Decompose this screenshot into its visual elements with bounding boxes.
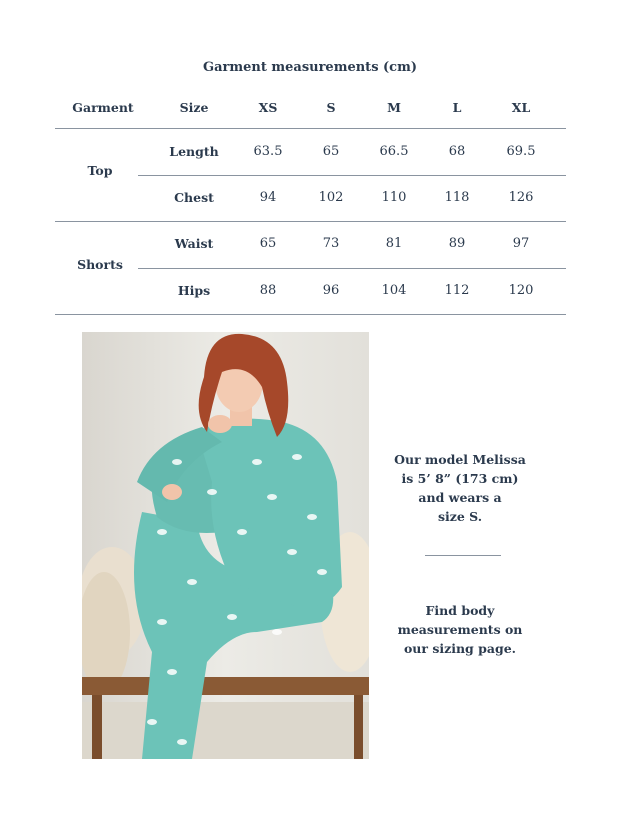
cell-length-xs: 63.5 <box>253 144 283 159</box>
header-rule <box>55 128 566 129</box>
row-measure-length: Length <box>169 144 219 159</box>
header-size-l: L <box>452 100 462 115</box>
cell-chest-m: 110 <box>381 190 407 205</box>
cell-hips-s: 96 <box>322 283 340 298</box>
cell-chest-xs: 94 <box>259 190 277 205</box>
cell-length-l: 68 <box>448 144 466 159</box>
cell-length-s: 65 <box>322 144 340 159</box>
group-label-top: Top <box>87 163 113 178</box>
table-bottom-rule <box>55 314 566 315</box>
row-measure-waist: Waist <box>174 236 214 251</box>
row-measure-chest: Chest <box>174 190 214 205</box>
row-measure-hips: Hips <box>177 283 211 298</box>
note-divider <box>425 555 501 556</box>
cell-hips-l: 112 <box>444 283 470 298</box>
cell-waist-xl: 97 <box>512 236 530 251</box>
cell-chest-xl: 126 <box>508 190 534 205</box>
cell-chest-l: 118 <box>444 190 470 205</box>
header-size-s: S <box>326 100 336 115</box>
cell-waist-s: 73 <box>322 236 340 251</box>
model-illustration <box>82 332 369 759</box>
header-size-xs: XS <box>258 100 278 115</box>
row-rule-shorts-inner <box>138 268 566 269</box>
model-note-line: and wears a <box>418 490 502 505</box>
model-photo <box>82 332 369 759</box>
header-size-xl: XL <box>511 100 531 115</box>
cell-hips-xs: 88 <box>259 283 277 298</box>
table-title: Garment measurements (cm) <box>202 60 418 75</box>
header-size-m: M <box>387 100 401 115</box>
model-note <box>385 450 535 526</box>
row-rule-top-inner <box>138 175 566 176</box>
sizing-note-line: measurements on <box>397 622 523 637</box>
sizing-note-line: Find body <box>425 603 495 618</box>
model-note-line: is 5’ 8” (173 cm) <box>401 471 519 486</box>
group-label-shorts: Shorts <box>77 257 123 272</box>
cell-length-xl: 69.5 <box>506 144 536 159</box>
model-note-line: size S. <box>437 509 483 524</box>
cell-hips-xl: 120 <box>508 283 534 298</box>
sizing-note-line: our sizing page. <box>403 641 517 656</box>
sizing-page-note <box>385 601 535 658</box>
header-size: Size <box>179 100 209 115</box>
cell-waist-l: 89 <box>448 236 466 251</box>
cell-chest-s: 102 <box>318 190 344 205</box>
cell-waist-m: 81 <box>385 236 403 251</box>
cell-waist-xs: 65 <box>259 236 277 251</box>
model-note-line: Our model Melissa <box>394 452 526 467</box>
group-rule <box>55 221 566 222</box>
cell-hips-m: 104 <box>381 283 407 298</box>
header-garment: Garment <box>72 100 134 115</box>
cell-length-m: 66.5 <box>379 144 409 159</box>
